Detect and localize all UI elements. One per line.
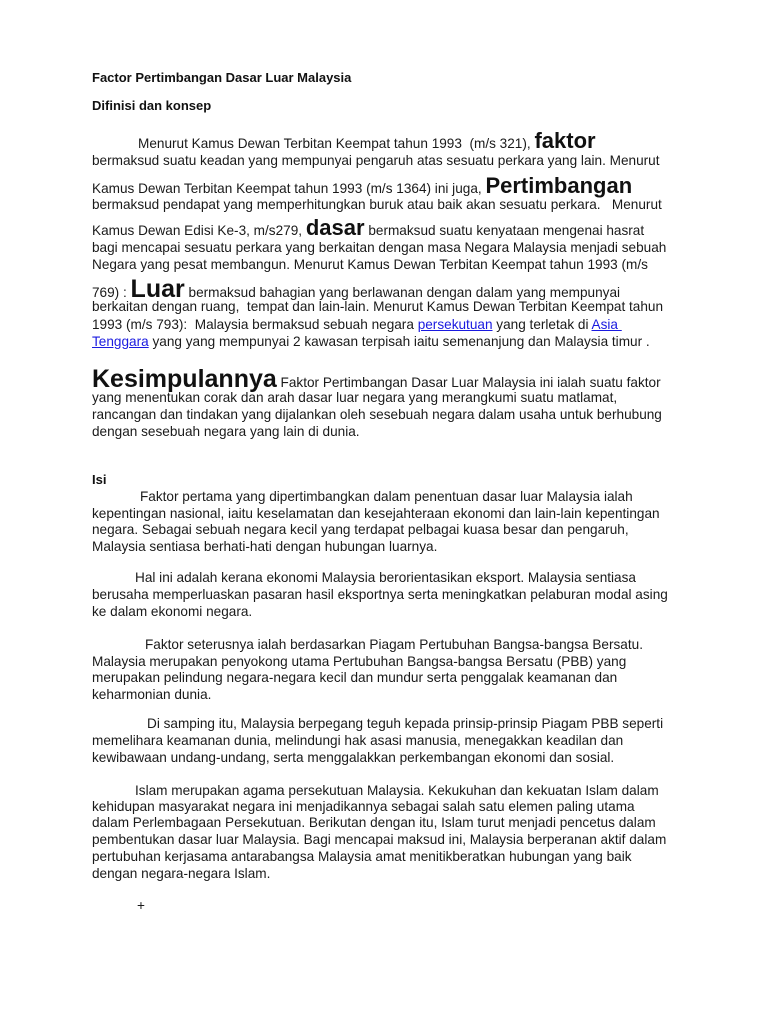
text-segment: Hal ini adalah kerana ekonomi Malaysia berorientasikan eksport. Malaysia sentiasa xyxy=(135,570,636,585)
text-segment: dalam Perlembagaan Persekutuan. Berikutan dengan itu, Islam turut menjadi pencetus dalam xyxy=(92,815,656,830)
text-segment: kehidupan masyarakat negara ini menjadikannya sebagai salah satu elemen paling utama xyxy=(92,799,635,814)
text-segment: bermaksud suatu kenyataan mengenai hasrat xyxy=(364,223,645,238)
text-segment: bermaksud pendapat yang memperhitungkan buruk atau baik akan sesuatu perkara. Menurut xyxy=(92,197,662,212)
text-segment: yang menentukan corak dan arah dasar luar negara yang merangkumi suatu matlamat, xyxy=(92,390,618,405)
text-segment: Malaysia sentiasa berhati-hati dengan hubungan luarnya. xyxy=(92,539,438,554)
text-segment: Menurut Kamus Dewan Terbitan Keempat tahun 1993 (m/s 321), xyxy=(138,136,535,151)
emphasized-term: Pertimbangan xyxy=(485,173,633,198)
text-line xyxy=(145,637,643,653)
text-line xyxy=(92,506,660,522)
text-segment: Kamus Dewan Edisi Ke-3, m/s279, xyxy=(92,223,306,238)
text-line xyxy=(92,799,635,815)
heading-text: Isi xyxy=(92,472,107,487)
text-segment: pertubuhan kerjasama antarabangsa Malaysia amat menitikberatkan hubungan yang baik xyxy=(92,849,632,864)
text-line xyxy=(135,783,659,799)
emphasized-term: Luar xyxy=(130,275,185,303)
text-segment: kewibawaan undang-undang, serta menggalakkan perkembangan ekonomi dan sosial. xyxy=(92,750,615,765)
text-line xyxy=(92,317,622,333)
hyperlink[interactable]: Tenggara xyxy=(92,334,149,349)
text-line xyxy=(92,153,660,169)
text-line xyxy=(92,257,648,273)
emphasized-term: dasar xyxy=(305,215,365,240)
text-line xyxy=(147,716,663,732)
text-line xyxy=(92,750,614,766)
text-segment: Kamus Dewan Terbitan Keempat tahun 1993 (m/s 1364) ini juga, xyxy=(92,181,486,196)
text-line xyxy=(92,670,617,686)
text-segment: bermaksud bahagian yang berlawanan dengan dalam yang mempunyai xyxy=(184,285,621,300)
text-line xyxy=(92,173,632,199)
text-segment: Malaysia merupakan penyokong utama Pertubuhan Bangsa-bangsa Bersatu (PBB) yang xyxy=(92,654,627,669)
text-line xyxy=(92,832,666,848)
text-segment: ke dalam ekonomi negara. xyxy=(92,604,253,619)
text-line xyxy=(92,240,666,256)
text-line xyxy=(138,128,596,154)
text-line xyxy=(137,898,145,914)
text-line xyxy=(92,539,437,555)
text-segment: kepentingan nasional, iaitu keselamatan dan kesejahteraan ekonomi dan lain-lain kepentingan xyxy=(92,506,660,521)
text-segment: yang yang mempunyai 2 kawasan terpisah iaitu semenanjung dan Malaysia timur . xyxy=(148,334,650,349)
text-segment: 769) : xyxy=(92,285,131,300)
text-line xyxy=(92,98,211,114)
hyperlink[interactable]: Asia xyxy=(591,317,622,332)
heading-text: Factor Pertimbangan Dasar Luar Malaysia xyxy=(92,70,352,85)
text-line xyxy=(92,334,650,350)
text-segment: Negara yang pesat membangun. Menurut Kamus Dewan Terbitan Keempat tahun 1993 (m/s xyxy=(92,257,648,272)
text-line xyxy=(92,424,360,440)
text-line xyxy=(92,197,662,213)
text-segment: Islam merupakan agama persekutuan Malaysia. Kekukuhan dan kekuatan Islam dalam xyxy=(135,783,659,798)
text-line xyxy=(92,866,270,882)
text-segment: bagi mencapai sesuatu perkara yang berkaitan dengan masa Negara Malaysia menjadi sebuah xyxy=(92,240,667,255)
text-segment: Faktor pertama yang dipertimbangkan dalam penentuan dasar luar Malaysia ialah xyxy=(140,489,633,504)
text-segment: dengan negara-negara Islam. xyxy=(92,866,271,881)
text-line xyxy=(92,70,351,86)
hyperlink[interactable]: persekutuan xyxy=(417,317,493,332)
text-segment: berkaitan dengan ruang, tempat dan lain-lain. Menurut Kamus Dewan Terbitan Keempat tahun xyxy=(92,299,664,314)
text-segment: 1993 (m/s 793): Malaysia bermaksud sebuah negara xyxy=(92,317,418,332)
text-line xyxy=(92,849,632,865)
text-segment: dengan sesebuah negara yang lain di dunia. xyxy=(92,424,360,439)
text-segment: merupakan pelindung negara-negara kecil dan mundur serta penggalak keamanan dan xyxy=(92,670,618,685)
text-segment: bermaksud suatu keadan yang mempunyai pengaruh atas sesuatu perkara yang lain. Menurut xyxy=(92,153,660,168)
text-segment: Di samping itu, Malaysia berpegang teguh kepada prinsip-prinsip Piagam PBB seperti xyxy=(147,716,664,731)
text-segment: Faktor Pertimbangan Dasar Luar Malaysia ini ialah suatu faktor xyxy=(276,375,661,390)
text-segment: Faktor seterusnya ialah berdasarkan Piagam Pertubuhan Bangsa-bangsa Bersatu. xyxy=(145,637,643,652)
text-segment: keharmonian dunia. xyxy=(92,687,212,702)
text-segment: + xyxy=(137,898,145,913)
emphasized-term: faktor xyxy=(534,128,596,153)
text-segment: yang terletak di xyxy=(492,317,592,332)
text-line xyxy=(92,472,106,488)
text-line xyxy=(92,215,644,241)
text-line xyxy=(92,815,656,831)
text-line xyxy=(92,407,662,423)
text-line xyxy=(92,733,623,749)
text-segment: pembentukan dasar luar Malaysia. Bagi mencapai maksud ini, Malaysia berperanan aktif dalam xyxy=(92,832,667,847)
emphasized-term: Kesimpulannya xyxy=(92,365,277,393)
heading-text: Difinisi dan konsep xyxy=(92,98,212,113)
text-line xyxy=(92,587,668,603)
text-line xyxy=(92,604,252,620)
text-line xyxy=(92,687,211,703)
text-line xyxy=(135,570,636,586)
text-line xyxy=(140,489,633,505)
text-segment: berusaha memperluaskan pasaran hasil eksportnya serta meningkatkan pelaburan modal asing xyxy=(92,587,668,602)
text-line xyxy=(92,390,617,406)
text-line xyxy=(92,654,626,670)
text-line xyxy=(92,522,629,538)
text-segment: negara. Sebagai sebuah negara kecil yang terdapat pelbagai kuasa besar dan pengaruh, xyxy=(92,522,629,537)
text-segment: rancangan dan tindakan yang dijalankan oleh sesebuah negara dalam usaha untuk berhubung xyxy=(92,407,662,422)
text-line xyxy=(92,299,663,315)
text-segment: memelihara keamanan dunia, melindungi hak asasi manusia, menegakkan keadilan dan xyxy=(92,733,624,748)
